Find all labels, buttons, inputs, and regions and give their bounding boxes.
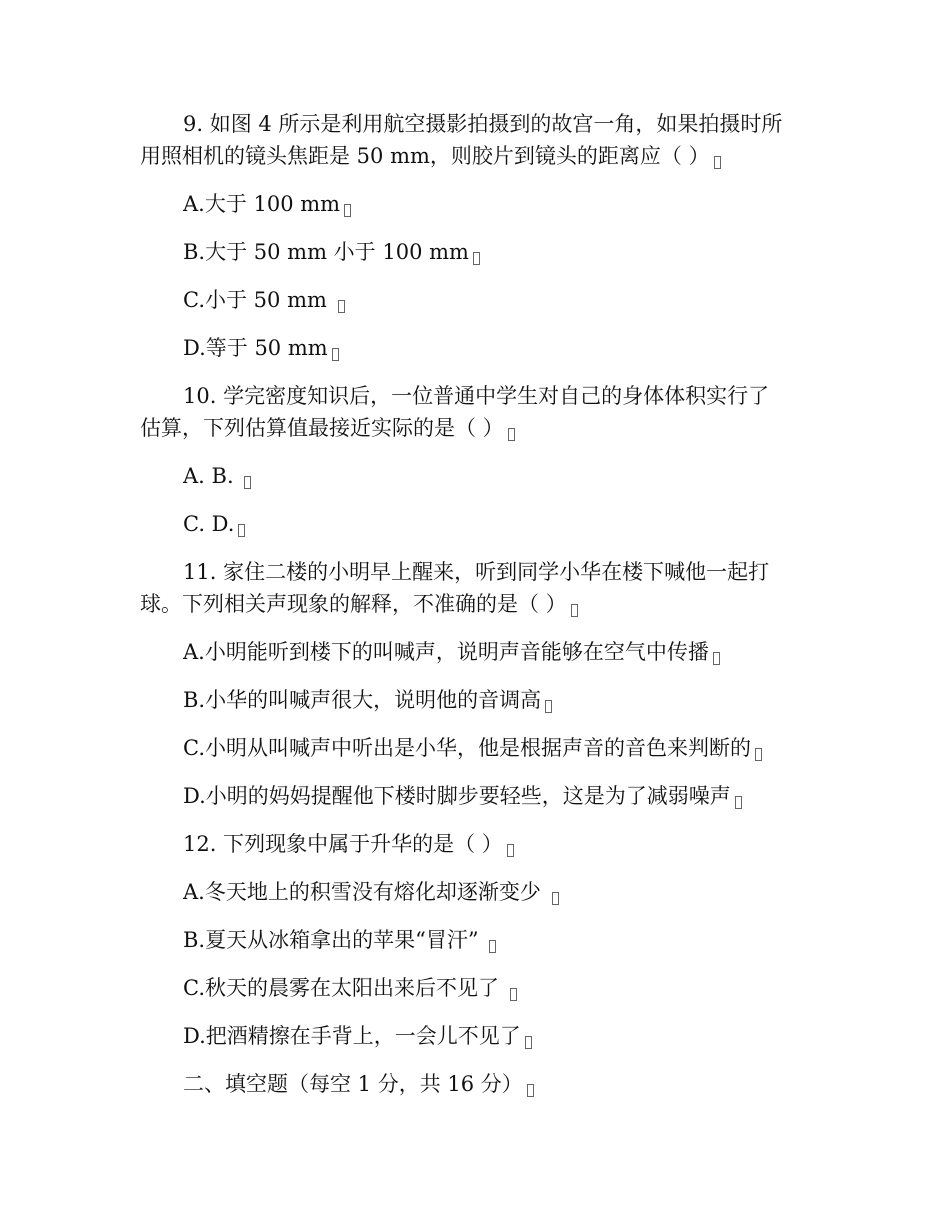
question-11-option-a: A.小明能听到楼下的叫喊声，说明声音能够在空气中传播: [183, 638, 720, 666]
question-9-stem: 9. 如图 4 所示是利用航空摄影拍摄到的故宫一角，如果拍摄时所: [183, 112, 783, 136]
paragraph-mark-icon: [527, 1084, 534, 1097]
question-12-stem: 12. 下列现象中属于升华的是（ ）: [183, 830, 514, 858]
paragraph-mark-icon: [508, 428, 515, 441]
question-9-option-c: C.小于 50 mm: [183, 286, 345, 314]
question-10-stem: 10. 学完密度知识后，一位普通中学生对自己的身体体积实行了: [183, 384, 770, 408]
paragraph-mark-icon: [238, 524, 245, 537]
question-11-option-c: C.小明从叫喊声中听出是小华，他是根据声音的音色来判断的: [183, 734, 762, 762]
question-12-option-b: B.夏天从冰箱拿出的苹果“冒汗”: [183, 926, 496, 954]
paragraph-mark-icon: [714, 156, 721, 169]
paragraph-mark-icon: [473, 252, 480, 265]
paragraph-mark-icon: [545, 700, 552, 713]
section-heading: 二、填空题（每空 1 分，共 16 分）: [183, 1070, 534, 1098]
paragraph-mark-icon: [571, 604, 578, 617]
question-11-stem: 11. 家住二楼的小明早上醒来，听到同学小华在楼下喊他一起打: [183, 560, 770, 584]
question-11-option-b: B.小华的叫喊声很大，说明他的音调高: [183, 686, 552, 714]
paragraph-mark-icon: [338, 300, 345, 313]
paragraph-mark-icon: [735, 796, 742, 809]
question-10-options-cd: C. D.: [183, 510, 245, 538]
paragraph-mark-icon: [510, 988, 517, 1001]
question-12-option-a: A.冬天地上的积雪没有熔化却逐渐变少: [183, 878, 559, 906]
paragraph-mark-icon: [489, 940, 496, 953]
question-11-option-d: D.小明的妈妈提醒他下楼时脚步要轻些，这是为了减弱噪声: [183, 782, 742, 810]
paragraph-mark-icon: [332, 348, 339, 361]
question-9-option-a: A.大于 100 mm: [183, 190, 351, 218]
question-10-stem-cont: 估算，下列估算值最接近实际的是（ ）: [140, 414, 515, 442]
paragraph-mark-icon: [755, 748, 762, 761]
question-11-stem-cont: 球。下列相关声现象的解释，不准确的是（ ）: [140, 590, 578, 618]
paragraph-mark-icon: [244, 476, 251, 489]
paragraph-mark-icon: [525, 1036, 532, 1049]
question-10-options-ab: A. B.: [183, 462, 251, 490]
paragraph-mark-icon: [344, 204, 351, 217]
paragraph-mark-icon: [713, 652, 720, 665]
question-12-option-c: C.秋天的晨雾在太阳出来后不见了: [183, 974, 517, 1002]
paragraph-mark-icon: [552, 892, 559, 905]
question-9-option-d: D.等于 50 mm: [183, 334, 339, 362]
question-9-option-b: B.大于 50 mm 小于 100 mm: [183, 238, 480, 266]
question-9-stem-cont: 用照相机的镜头焦距是 50 mm，则胶片到镜头的距离应（ ）: [140, 142, 721, 170]
question-12-option-d: D.把酒精擦在手背上，一会儿不见了: [183, 1022, 532, 1050]
paragraph-mark-icon: [507, 844, 514, 857]
